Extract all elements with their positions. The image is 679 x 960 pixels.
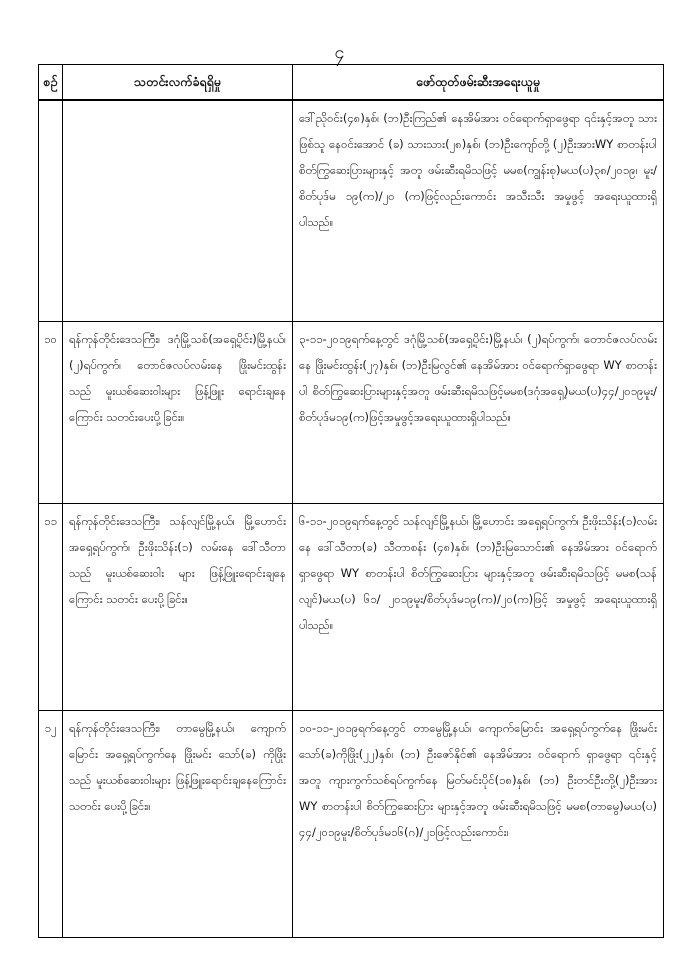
subject-cell: ရန်ကုန်တိုင်းဒေသကြီး၊ ဒဂုံမြို့သစ်(အရှေ့ပိုင်း)မြို့နယ်၊ (၂)ရပ်ကွက်၊ တောင်ဇလပ်လမ်းနေ ဖြိုးမင်းထွန်း သည် မူးယစ်ဆေးဝါးများ ဖြန့်ဖြူး ရောင်းချနေကြောင်း သတင်းပေးပို့ခြင်း။ [63, 322, 293, 504]
header-subject: သတင်းလက်ခံရရှိမှု [63, 65, 293, 101]
subject-cell: ရန်ကုန်တိုင်းဒေသကြီး၊ တာမွေမြို့နယ်၊ ကျောက်မြောင်း အရှေ့ရပ်ကွက်နေ ဖြိုးမင်း သော်(ခ) ကိုဖြိုး သည် မူးယစ်ဆေးဝါးများ ဖြန့်ဖြူးရောင်းချနေကြောင်း သတင်း ပေးပို့ခြင်း။ [63, 711, 293, 938]
subject-cell: ရန်ကုန်တိုင်းဒေသကြီး၊ သန်လျင်မြို့နယ်၊ မြို့ဟောင်းအရှေ့ရပ်ကွက်၊ ဦးဖိုးသိန်း(၁) လမ်းနေ ဒေါ်သီတာသည် မူးယစ်ဆေးဝါး များ ဖြန့်ဖြူးရောင်းချနေကြောင်း သတင်း ပေးပို့ခြင်း။ [63, 504, 293, 711]
header-no: စဉ် [39, 65, 63, 101]
action-cell: ၁၀-၁၁-၂၀၁၉ရက်နေ့တွင် တာမွေမြို့နယ်၊ ကျောက်မြောင်း အရှေ့ရပ်ကွက်နေ ဖြိုးမင်းသော်(ခ)ကိုဖြိုး(၂၂)နှစ်၊ (ဘ) ဦးဇော်နိုင်၏ နေအိမ်အား ဝင်ရောက် ရှာဖွေရာ ၎င်းနှင့်အတူ ကျားကွက်သစ်ရပ်ကွက်နေ မြတ်မင်းပိုင်(၁၈)နှစ်၊ (ဘ) ဦးတင်ဦးတို့(၂)ဦးအား WY စာတန်းပါ စိတ်ကြွဆေးပြား များနှင့်အတူ ဖမ်းဆီးရမိသဖြင့် မမစ(တာမွေ)မယ(ပ) ၄၄/၂၀၁၉မူး/စိတ်ပုဒ်မ၁၆(ဂ)/၂၁ဖြင့်လည်းကောင်း၊ [293, 711, 664, 938]
row-number [39, 100, 63, 322]
action-cell: ဒေါ်ညိုဝင်း(၄၈)နှစ်၊ (ဘ)ဦးကြည်၏ နေအိမ်အား ဝင်ရောက်ရှာဖွေရာ ၎င်းနှင့်အတူ သားဖြစ်သူ နေဝင်းအောင် (ခ) သားသား(၂၈)နှစ်၊ (ဘ)ဦးကျော်တို့ (၂)ဦးအားWY စာတန်းပါစိတ်ကြွဆေးပြားများနှင့် အတူ ဖမ်းဆီးရမိသဖြင့် မမစ(ကျွန်းစု)မယ(ပ)၃၈/၂၀၁၉၊ မူး/စိတ်ပုဒ်မ ၁၉(က)/၂၀ (က)ဖြင့်လည်းကောင်း အသီးသီး အမှုဖွင့် အရေးယူထားရှိပါသည်။ [293, 100, 664, 322]
table-row [39, 504, 664, 711]
table-row [39, 322, 664, 504]
header-action: ဖော်ထုတ်ဖမ်းဆီးအရေးယူမှု [293, 65, 664, 101]
page-number: ၄ [334, 42, 345, 63]
table-row [39, 711, 664, 938]
row-number: ၁၂ [39, 711, 63, 938]
action-cell: ၆-၁၁-၂၀၁၉ရက်နေ့တွင် သန်လျင်မြို့နယ်၊ မြို့ဟောင်း အရှေ့ရပ်ကွက်၊ ဦးဖိုးသိန်း(၁)လမ်းနေ ဒေါ်သီတာ(ခ) သီတာစန်း (၄၈)နှစ်၊ (ဘ)ဦးမြသောင်း၏ နေအိမ်အား ဝင်ရောက်ရှာဖွေရာ WY စာတန်းပါ စိတ်ကြွဆေးပြား များနှင့်အတူ ဖမ်းဆီးရမိသဖြင့် မမစ(သန်လျင်)မယ(ပ) ၆၁/ ၂၀၁၉မူး/စိတ်ပုဒ်မ၁၉(က)/၂၀(က)ဖြင့် အမှုဖွင့် အရေးယူထားရှိပါသည်။ [293, 504, 664, 711]
row-number: ၁၀ [39, 322, 63, 504]
row-number: ၁၁ [39, 504, 63, 711]
table-row [39, 100, 664, 322]
action-cell: ၃-၁၁-၂၀၁၉ရက်နေ့တွင် ဒဂုံမြို့သစ်(အရှေ့ပိုင်း)မြို့နယ်၊ (၂)ရပ်ကွက်၊ တောင်ဇလပ်လမ်းနေ ဖြိုးမင်းထွန်း(၂၇)နှစ်၊ (ဘ)ဦးမြလွင်၏ နေအိမ်အား ဝင်ရောက်ရှာဖွေရာ WY စာတန်းပါ စိတ်ကြွဆေးပြားများနှင့်အတူ ဖမ်းဆီးရမိသဖြင့်မမစ(ဒဂုံအရှေ့)မယ(ပ)၄၄/၂၀၁၉မူး/စိတ်ပုဒ်မ၁၉(က)ဖြင့်အမှုဖွင့်အရေးယူထားရှိပါသည်။ [293, 322, 664, 504]
subject-cell [63, 100, 293, 322]
case-table [38, 64, 664, 938]
table-header-row [39, 65, 664, 101]
